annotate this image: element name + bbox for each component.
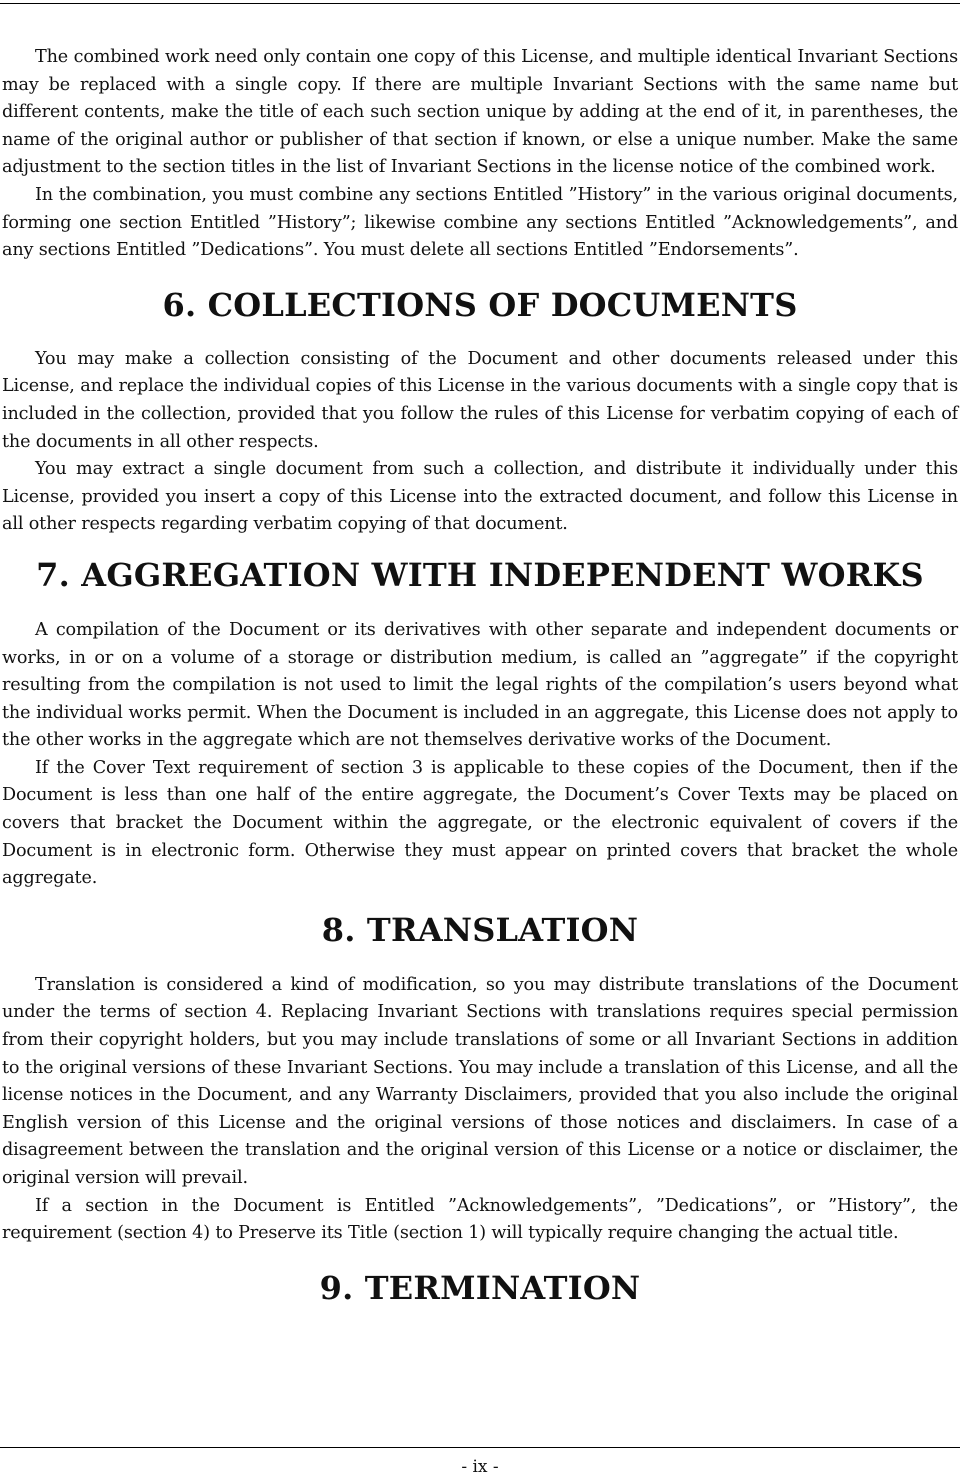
paragraph: The combined work need only contain one copy of this License, and multiple identical Invariant Sections may be replaced with a single copy. If there are multiple Invariant Sections with the same name but different contents, make the title of each such section unique by adding at the end of it, in parentheses, the name of the original author or publisher of that section if known, or else a unique number. Make the same adjustment to the section titles in the list of Invariant Sections in the license notice of the combined work. (2, 47, 958, 178)
footer-rule (0, 1447, 960, 1448)
section-heading: 9. TERMINATION (319, 1268, 641, 1307)
section-heading: 6. COLLECTIONS OF DOCUMENTS (162, 285, 798, 324)
paragraph: Translation is considered a kind of modification, so you may distribute translations of the Document under the terms of section 4. Replacing Invariant Sections with translations requires special permission from their copyright holders, but you may include translations of some or all Invariant Sections in addition to the original versions of these Invariant Sections. You may include a translation of this License, and all the license notices in the Document, and any Warranty Disclaimers, provided that you also include the original English version of this License and the original versions of those notices and disclaimers. In case of a disagreement between the translation and the original version of this License or a notice or disclaimer, the original version will prevail. (2, 974, 958, 1188)
section-heading: 7. AGGREGATION WITH INDEPENDENT WORKS (36, 555, 924, 594)
page-number: - ix - (461, 1457, 499, 1477)
paragraph: A compilation of the Document or its derivatives with other separate and independent documents or works, in or on a volume of a storage or distribution medium, is called an ”aggregate” if the copyright resulting from the compilation is not used to limit the legal rights of the compilation’s users beyond what the individual works permit. When the Document is included in an aggregate, this License does not apply to the other works in the aggregate which are not themselves derivative works of the Document. (2, 619, 958, 751)
top-rule (0, 3, 960, 4)
section-heading: 8. TRANSLATION (321, 910, 639, 949)
paragraph: If a section in the Document is Entitled ”Acknowledgements”, ”Dedications”, or ”History”, the requirement (section 4) to Preserve its Title (section 1) will typically require changing the actual title. (2, 1195, 958, 1244)
paragraph: You may make a collection consisting of the Document and other documents released under this License, and replace the individual copies of this License in the various documents with a single copy that is included in the collection, provided that you follow the rules of this License for verbatim copying of each of the documents in all other respects. (2, 348, 958, 452)
document-body (2, 44, 958, 1308)
paragraph: In the combination, you must combine any sections Entitled ”History” in the various original documents, forming one section Entitled ”History”; likewise combine any sections Entitled ”Acknowledgements”, and any sections Entitled ”Dedications”. You must delete all sections Entitled ”Endorsements”. (2, 184, 958, 261)
paragraph: If the Cover Text requirement of section 3 is applicable to these copies of the Document, then if the Document is less than one half of the entire aggregate, the Document’s Cover Texts may be placed on covers that bracket the Document within the aggregate, or the electronic equivalent of covers if the Document is in electronic form. Otherwise they must appear on printed covers that bracket the whole aggregate. (2, 757, 958, 889)
paragraph: You may extract a single document from such a collection, and distribute it individually under this License, provided you insert a copy of this License into the extracted document, and follow this License in all other respects regarding verbatim copying of that document. (2, 459, 958, 535)
